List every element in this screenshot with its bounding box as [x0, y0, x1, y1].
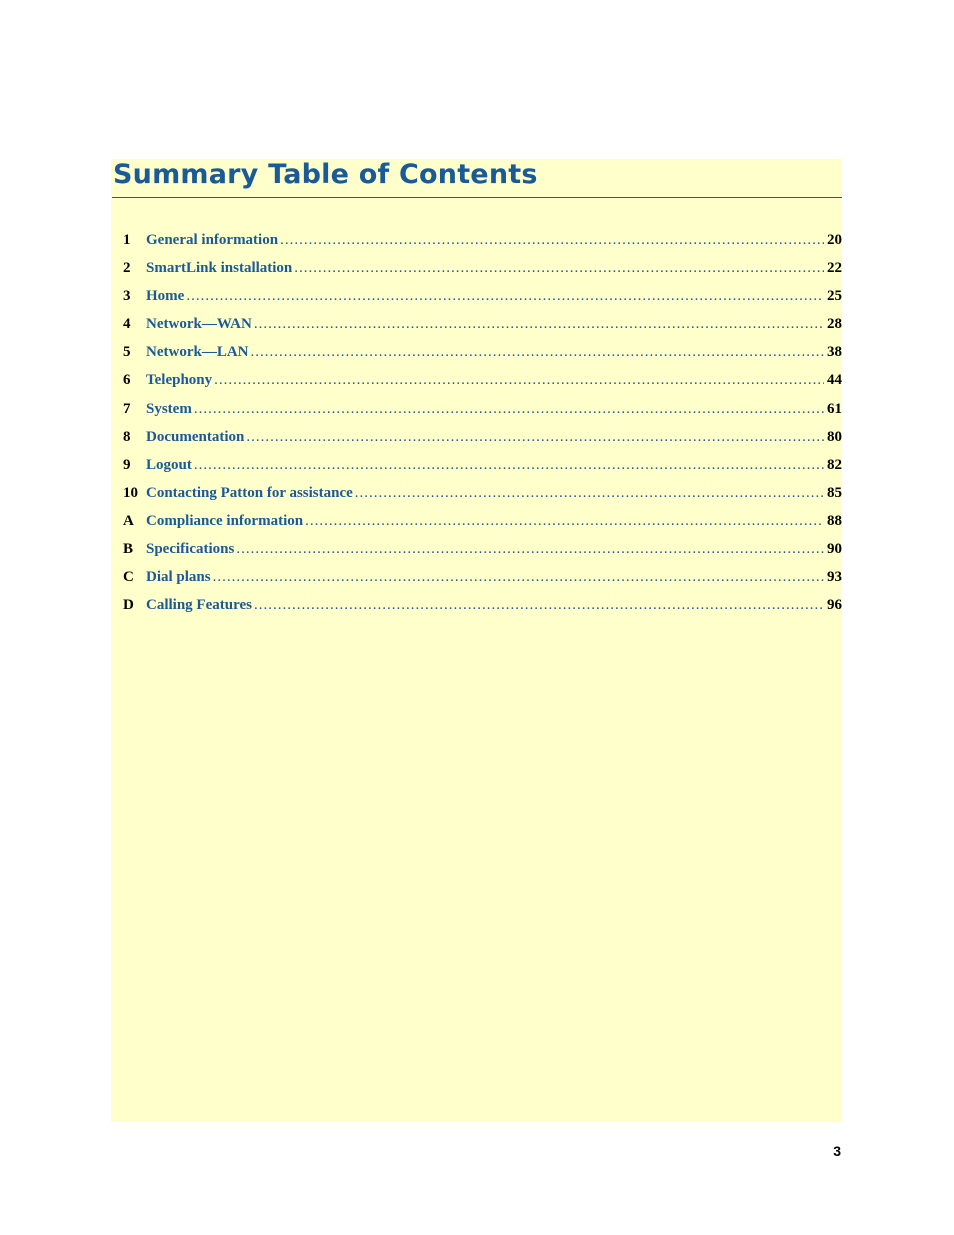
toc-link[interactable]: Compliance information	[146, 512, 304, 529]
toc-page-number[interactable]: 80	[827, 428, 842, 445]
toc-link[interactable]: Contacting Patton for assistance	[146, 484, 353, 501]
page-title-bar	[112, 158, 842, 198]
toc-leader-dots	[254, 597, 824, 614]
toc-link[interactable]: Dial plans	[146, 569, 211, 586]
toc-page-number[interactable]: 88	[827, 512, 842, 529]
toc-number: C	[123, 569, 134, 586]
toc-link[interactable]: System	[146, 400, 192, 417]
page-number: 3	[833, 1143, 841, 1159]
toc-number: D	[123, 597, 134, 614]
toc-number: 1	[123, 232, 131, 248]
toc-leader-dots	[251, 344, 825, 361]
toc-number: 7	[123, 400, 131, 417]
toc-page-number[interactable]: 22	[827, 260, 842, 277]
toc-leader-dots	[305, 513, 824, 530]
toc-link[interactable]: Calling Features	[146, 597, 252, 614]
toc-page-number[interactable]: 38	[827, 344, 842, 361]
toc-entry[interactable]	[123, 372, 842, 400]
toc-page-number[interactable]: 28	[827, 316, 842, 333]
toc-leader-dots	[246, 429, 824, 446]
toc-entry[interactable]	[123, 569, 842, 597]
toc-link[interactable]: General information	[146, 232, 279, 248]
toc-entry[interactable]	[123, 288, 842, 316]
toc-link[interactable]: Home	[146, 288, 185, 305]
toc-leader-dots	[355, 485, 824, 502]
toc-leader-dots	[280, 232, 824, 249]
toc-leader-dots	[194, 457, 824, 474]
toc-leader-dots	[214, 372, 824, 389]
toc-number: 8	[123, 428, 131, 445]
toc-number: 10	[123, 484, 138, 501]
toc-number: A	[123, 512, 134, 529]
toc-entry[interactable]	[123, 485, 842, 513]
toc-entry[interactable]	[123, 429, 842, 457]
table-of-contents	[123, 232, 842, 625]
toc-entry[interactable]	[123, 513, 842, 541]
toc-number: 3	[123, 288, 131, 305]
toc-number: 4	[123, 316, 131, 333]
toc-page-number[interactable]: 25	[827, 288, 842, 305]
toc-link[interactable]: Network—LAN	[146, 344, 249, 361]
toc-page-number[interactable]: 20	[827, 232, 842, 248]
page-title: Summary Table of Contents	[113, 159, 538, 190]
toc-number: 6	[123, 372, 131, 389]
toc-page-number[interactable]: 85	[827, 484, 842, 501]
toc-page-number[interactable]: 61	[827, 400, 842, 417]
toc-leader-dots	[213, 569, 824, 586]
toc-leader-dots	[236, 541, 824, 558]
toc-entry[interactable]	[123, 260, 842, 288]
toc-page-number[interactable]: 90	[827, 541, 842, 558]
toc-number: B	[123, 541, 134, 558]
toc-leader-dots	[194, 401, 824, 418]
toc-entry[interactable]	[123, 457, 842, 485]
toc-link[interactable]: Telephony	[146, 372, 213, 389]
toc-entry[interactable]	[123, 344, 842, 372]
toc-link[interactable]: Logout	[146, 456, 192, 473]
toc-leader-dots	[294, 260, 824, 277]
toc-entry[interactable]	[123, 232, 842, 260]
toc-leader-dots	[186, 288, 824, 305]
toc-entry[interactable]	[123, 597, 842, 625]
toc-link[interactable]: SmartLink installation	[146, 260, 293, 277]
toc-page-number[interactable]: 96	[827, 597, 842, 614]
toc-entry[interactable]	[123, 316, 842, 344]
toc-leader-dots	[254, 316, 824, 333]
toc-entry[interactable]	[123, 401, 842, 429]
toc-number: 2	[123, 260, 131, 277]
toc-number: 5	[123, 344, 131, 361]
toc-link[interactable]: Documentation	[146, 428, 245, 445]
toc-entry[interactable]	[123, 541, 842, 569]
toc-page-number[interactable]: 93	[827, 569, 842, 586]
toc-link[interactable]: Specifications	[146, 541, 235, 558]
toc-page-number[interactable]: 82	[827, 456, 842, 473]
toc-number: 9	[123, 456, 131, 473]
toc-link[interactable]: Network—WAN	[146, 316, 252, 333]
toc-page-number[interactable]: 44	[827, 372, 842, 389]
